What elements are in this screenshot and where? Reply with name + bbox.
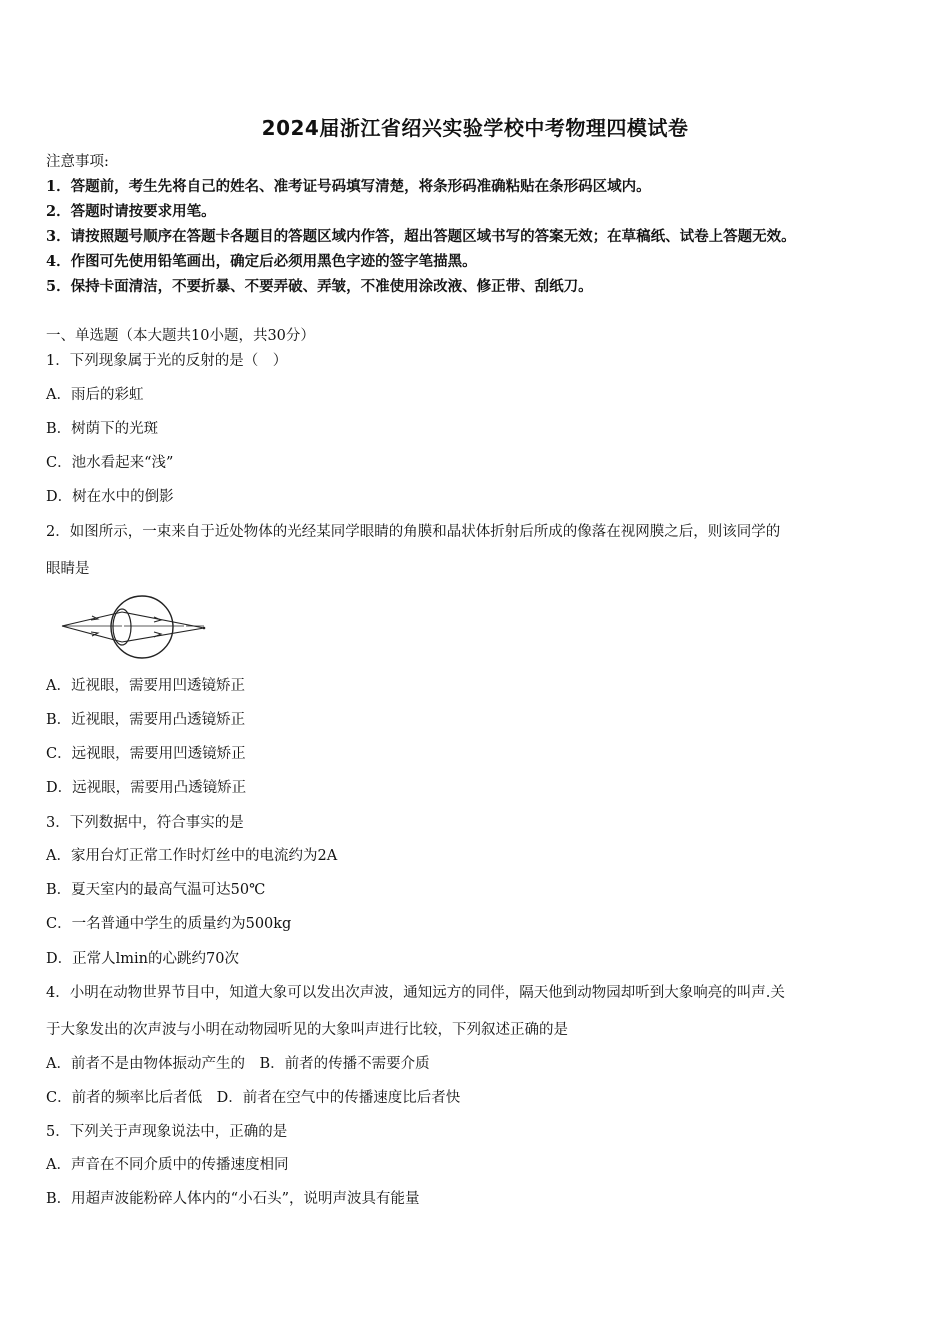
question-2-option-d: D．远视眼，需要用凸透镜矫正 <box>46 780 247 796</box>
question-3-stem: 3．下列数据中，符合事实的是 <box>46 815 244 831</box>
question-2-option-a: A．近视眼，需要用凹透镜矫正 <box>46 678 245 694</box>
question-5-option-a: A．声音在不同介质中的传播速度相同 <box>46 1157 289 1173</box>
light-ray-upper <box>62 612 204 628</box>
question-5-stem: 5．下列关于声现象说法中，正确的是 <box>46 1124 288 1140</box>
question-3-option-a: A．家用台灯正常工作时灯丝中的电流约为2A <box>46 848 338 864</box>
question-2-option-c: C．远视眼，需要用凹透镜矫正 <box>46 746 246 762</box>
question-3-option-b: B．夏天室内的最高气温可达50℃ <box>46 882 266 898</box>
question-4-stem-line-2: 于大象发出的次声波与小明在动物园听见的大象叫声进行比较，下列叙述正确的是 <box>46 1022 568 1038</box>
light-ray-lower <box>62 626 204 642</box>
question-2-stem-line-2: 眼睛是 <box>46 561 90 577</box>
section-heading: 一、单选题（本大题共10小题，共30分） <box>46 328 315 344</box>
notice-item-3: 3．请按照题号顺序在答题卡各题目的答题区域内作答，超出答题区域书写的答案无效；在草稿纸、试卷上答题无效。 <box>46 228 796 245</box>
eye-diagram <box>58 592 208 662</box>
notice-item-2: 2．答题时请按要求用笔。 <box>46 203 216 220</box>
arrow-upper-right <box>154 617 161 622</box>
question-1-option-b: B．树荫下的光斑 <box>46 421 159 437</box>
lens-outline <box>113 609 131 645</box>
question-1-option-c: C．池水看起来“浅” <box>46 455 174 471</box>
exam-title: 2024届浙江省绍兴实验学校中考物理四模试卷 <box>261 116 689 140</box>
notice-heading: 注意事项: <box>46 154 109 170</box>
eyeball-outline <box>111 596 173 658</box>
question-2-stem-line-1: 2．如图所示，一束来自于近处物体的光经某同学眼睛的角膜和晶状体折射后所成的像落在视网膜之后，则该同学的 <box>46 524 781 540</box>
notice-item-4: 4．作图可先使用铅笔画出，确定后必须用黑色字迹的签字笔描黑。 <box>46 253 477 270</box>
question-1-stem: 1．下列现象属于光的反射的是（ ） <box>46 353 288 369</box>
question-4-options-row-1: A．前者不是由物体振动产生的 B．前者的传播不需要介质 <box>46 1056 430 1072</box>
question-1-option-d: D．树在水中的倒影 <box>46 489 174 505</box>
question-3-option-d: D．正常人lmin的心跳约70次 <box>46 951 239 967</box>
notice-item-1: 1．答题前，考生先将自己的姓名、准考证号码填写清楚，将条形码准确粘贴在条形码区域内。 <box>46 178 651 195</box>
question-4-options-row-2: C．前者的频率比后者低 D．前者在空气中的传播速度比后者快 <box>46 1090 461 1106</box>
focal-point <box>203 627 206 630</box>
notice-item-5: 5．保持卡面清洁，不要折暴、不要弄破、弄皱，不准使用涂改液、修正带、刮纸刀。 <box>46 278 593 295</box>
question-3-option-c: C．一名普通中学生的质量约为500kg <box>46 916 292 932</box>
question-5-option-b: B．用超声波能粉碎人体内的“小石头”，说明声波具有能量 <box>46 1191 420 1207</box>
question-1-option-a: A．雨后的彩虹 <box>46 387 144 403</box>
question-2-option-b: B．近视眼，需要用凸透镜矫正 <box>46 712 246 728</box>
question-4-stem-line-1: 4．小明在动物世界节目中，知道大象可以发出次声波，通知远方的同伴，隔天他到动物园却听到大象响亮的叫声.关 <box>46 985 785 1001</box>
